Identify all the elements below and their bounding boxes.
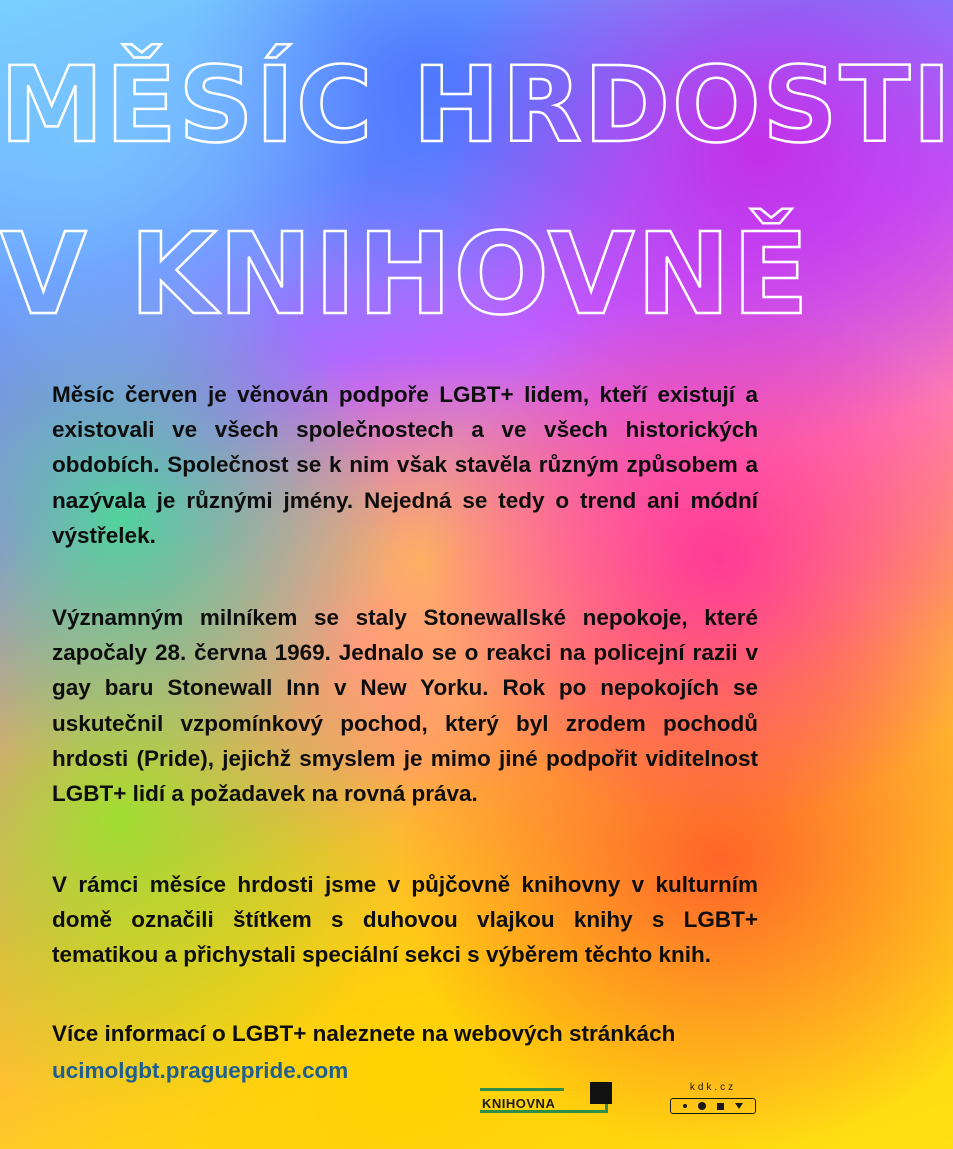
kdk-logo-domain: kdk.cz — [689, 1082, 737, 1093]
kdk-logo — [668, 1082, 758, 1118]
knihovna-logo-label: KNIHOVNA — [482, 1096, 556, 1111]
kdk-logo-symbols — [670, 1098, 756, 1114]
knihovna-logo-square-icon — [590, 1082, 612, 1104]
square-icon — [717, 1103, 724, 1110]
triangle-down-icon — [735, 1103, 743, 1109]
small-dot-icon — [683, 1104, 687, 1108]
knihovna-logo — [480, 1082, 612, 1118]
title-line-1: MĚSÍC HRDOSTI — [0, 44, 953, 166]
large-dot-icon — [698, 1102, 706, 1110]
paragraph-stonewall: Významným milníkem se staly Stonewallské nepokoje, které započaly 28. června 1969. Jednalo se o reakci na policejní razii v gay baru Stonewall Inn v New Yorku. Rok po nepokojích se uskutečnil vzpomínkový pochod, který byl zrodem pochodů hrdosti (Pride), jejichž smyslem je mimo jiné podpořit viditelnost LGBT+ lidí a požadavek na rovná práva. — [52, 605, 758, 807]
knihovna-logo-line — [480, 1088, 564, 1091]
paragraph-intro: Měsíc červen je věnován podpoře LGBT+ lidem, kteří existují a existovali ve všech společnostech a ve všech historických obdobích. Společnost se k nim však stavěla různým způsobem a nazývala je různými jmény. Nejedná se tedy o trend ani módní výstřelek. — [52, 382, 758, 548]
paragraph-more-info: Více informací o LGBT+ naleznete na webových stránkách — [52, 1021, 676, 1046]
title-line-2: V KNIHOVNĚ — [0, 210, 811, 340]
paragraph-library: V rámci měsíce hrdosti jsme v půjčovně knihovny v kulturním domě označili štítkem s duhovou vlajkou knihy s LGBT+ tematikou a přichystali speciální sekci s výběrem těchto knih. — [52, 872, 758, 968]
pride-website-link[interactable]: ucimolgbt.praguepride.com — [52, 1058, 349, 1083]
